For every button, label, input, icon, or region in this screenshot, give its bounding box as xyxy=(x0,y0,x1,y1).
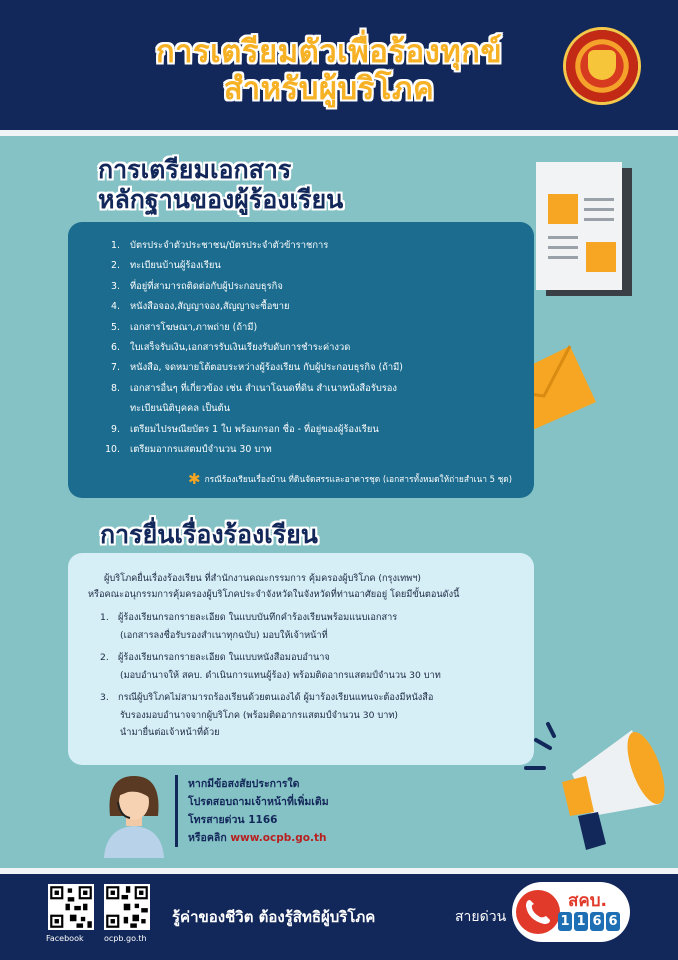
list-item: 2. ทะเบียนบ้านผู้ร้องเรียน xyxy=(111,260,221,272)
website-line: หรือคลิก www.ocpb.go.th xyxy=(188,832,327,844)
list-item: 10. เตรียมอากรแสตมป์จำนวน 30 บาท xyxy=(105,443,272,455)
list-item: 7. หนังสือ, จดหมายโต้ตอบระหว่างผู้ร้องเรียน กับผู้ประกอบธุรกิจ (ถ้ามี) xyxy=(111,362,403,374)
documents-note: ✱ กรณีร้องเรียนเรื่องบ้าน ที่ดินจัดสรรและอาคารชุด (เอกสารทั้งหมดให้ถ่ายสำเนา 5 ชุด) xyxy=(188,470,512,488)
footer-slogan: รู้ค่าของชีวิต ต้องรู้สิทธิผู้บริโภค xyxy=(172,908,376,926)
website-qr-code[interactable] xyxy=(104,884,150,930)
contact-line: โปรดสอบถามเจ้าหน้าที่เพิ่มเติม xyxy=(188,796,329,808)
list-item: 3. กรณีผู้บริโภคไม่สามารถร้องเรียนด้วยตนเองได้ ผู้มาร้องเรียนแทนจะต้องมีหนังสือ รับรองมอบอำนาจจากผู้บริโภค (พร้อมติดอากรแสตมป์จำนวน 30 บาท) นำมายื่นต่อเจ้าหน้าที่ด้วย xyxy=(100,692,434,738)
hotline-digit: 6 xyxy=(590,912,604,931)
phone-icon xyxy=(516,890,560,934)
documents-heading-line2: หลักฐานของผู้ร้องเรียน xyxy=(98,185,344,214)
contact-info xyxy=(175,775,329,847)
list-item: 4. หนังสือจอง,สัญญาจอง,สัญญาจะซื้อขาย xyxy=(111,301,290,313)
website-qr-label: ocpb.go.th xyxy=(104,934,147,943)
list-item: 8. เอกสารอื่นๆ ที่เกี่ยวข้อง เช่น สำเนาโฉนดที่ดิน สำเนาหนังสือรับรอง ทะเบียนนิติบุคคล เป็นต้น xyxy=(111,382,398,414)
facebook-qr-code[interactable] xyxy=(48,884,94,930)
facebook-qr-label: Facebook xyxy=(46,934,84,943)
hotline-label: สายด่วน xyxy=(455,909,507,925)
hotline-badge[interactable] xyxy=(512,882,630,942)
contact-line: หากมีข้อสงสัยประการใด xyxy=(188,778,300,790)
main-title-line1: การเตรียมตัวเพื่อร้องทุกข์ xyxy=(155,34,503,70)
documents-heading-line1: การเตรียมเอกสาร xyxy=(98,155,292,184)
list-item: 6. ใบเสร็จรับเงิน,เอกสารรับเงินเรียงรับดับการชำระค่างวด xyxy=(111,341,351,353)
hotline-number xyxy=(558,910,622,931)
document-icon xyxy=(526,160,638,300)
ocpb-brand-text: สคบ. xyxy=(568,891,607,911)
documents-list xyxy=(98,236,403,460)
list-item: 5. เอกสารโฆษณา,ภาพถ่าย (ถ้ามี) xyxy=(111,321,258,333)
hotline-digit: 1 xyxy=(574,912,588,931)
documents-list-box xyxy=(68,222,534,498)
header-divider xyxy=(0,130,678,136)
list-item: 2. ผู้ร้องเรียนกรอกรายละเอียด ในแบบหนังสือมอบอำนาจ (มอบอำนาจให้ สคบ. ดำเนินการแทนผู้ร้อง) พร้อมติดอากรแสตมป์จำนวน 30 บาท xyxy=(100,652,441,681)
filing-steps xyxy=(90,609,441,742)
website-link[interactable]: www.ocpb.go.th xyxy=(230,832,327,844)
hotline-digit: 1 xyxy=(558,912,572,931)
list-item: 1. บัตรประจำตัวประชาชน/บัตรประจำตัวข้าราชการ xyxy=(111,240,329,251)
main-title-line2: สำหรับผู้บริโภค xyxy=(223,71,435,107)
megaphone-icon xyxy=(520,720,670,860)
list-item: 3. ที่อยู่ที่สามารถติดต่อกับผู้ประกอบธุรกิจ xyxy=(111,280,283,292)
list-item: 9. เตรียมไปรษณียบัตร 1 ใบ พร้อมกรอก ชื่อ - ที่อยู่ของผู้ร้องเรียน xyxy=(111,423,379,435)
hotline-digit: 6 xyxy=(606,912,620,931)
asterisk-icon: ✱ xyxy=(188,470,201,488)
ocpb-seal-logo xyxy=(566,30,638,102)
agent-avatar xyxy=(100,772,168,858)
list-item: 1. ผู้ร้องเรียนกรอกรายละเอียด ในแบบบันทึกคำร้องเรียนพร้อมแนบเอกสาร (เอกสารลงชื่อรับรองสำเนาทุกฉบับ) มอบให้เจ้าหน้าที่ xyxy=(100,612,398,641)
filing-intro: ผู้บริโภคยื่นเรื่องร้องเรียน ที่สำนักงานคณะกรรมการ คุ้มครองผู้บริโภค (กรุงเทพฯ) หรือคณะอนุกรรมการคุ้มครองผู้บริโภคประจำจังหวัดในจังหวัดที่ท่านอาศัยอยู่ โดยมีขั้นตอนดังนี้ xyxy=(88,573,460,600)
filing-heading: การยื่นเรื่องร้องเรียน xyxy=(100,520,318,549)
filing-steps-box xyxy=(68,553,534,765)
hotline-text: โทรสายด่วน 1166 xyxy=(188,814,278,826)
